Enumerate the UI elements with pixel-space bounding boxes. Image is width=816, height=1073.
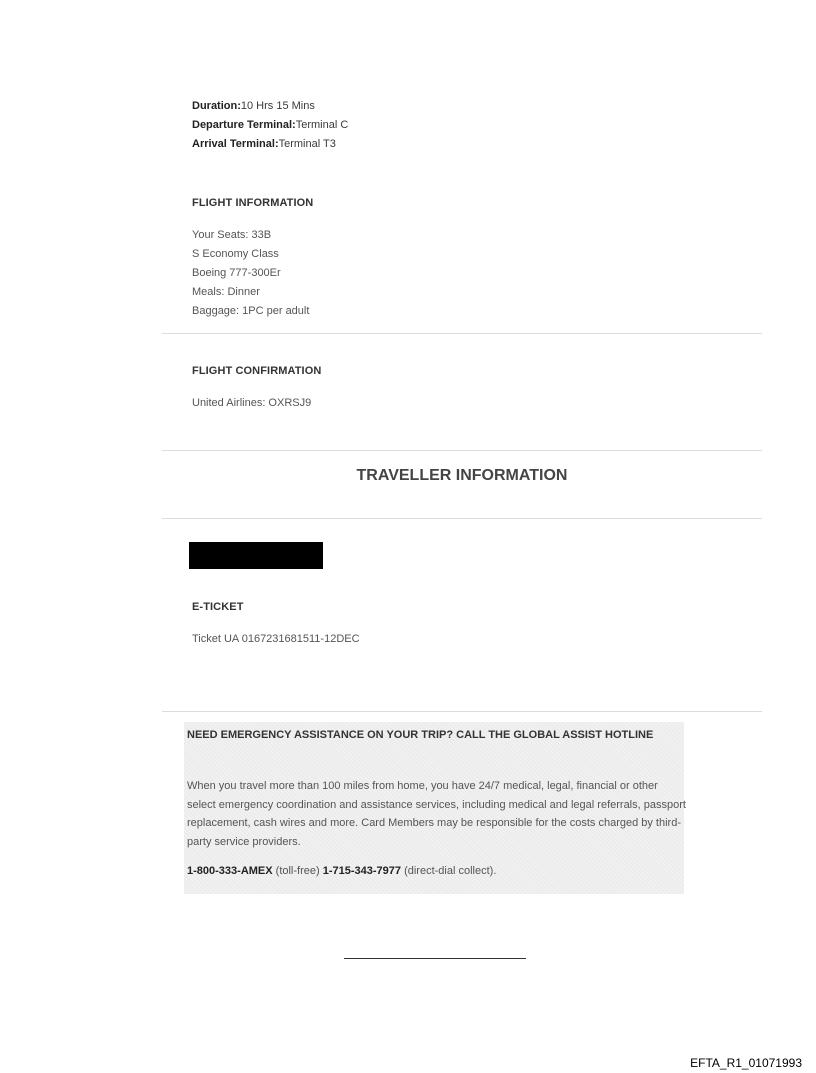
footer-divider	[344, 958, 526, 959]
divider	[162, 450, 762, 451]
traveller-information-title: TRAVELLER INFORMATION	[356, 467, 568, 484]
arrival-terminal-line	[192, 135, 336, 154]
arrival-terminal-value: Terminal T3	[278, 138, 336, 150]
global-assist-body: When you travel more than 100 miles from home, you have 24/7 medical, legal, financial or other select emergency coordination and assistance services, including medical and legal referrals, passport replacement, cash wires and more. Card Members may be responsible for the costs charged by third-party service providers.	[187, 780, 686, 848]
tollfree-note: (toll-free)	[272, 865, 323, 877]
flight-info-aircraft: Boeing 777-300Er	[192, 267, 281, 279]
direct-dial-phone: 1-715-343-7977	[322, 865, 402, 877]
eticket-line: Ticket UA 0167231681511-12DEC	[192, 633, 360, 645]
document-id: EFTA_R1_01071993	[690, 1056, 802, 1070]
divider	[162, 333, 762, 334]
global-assist-heading: NEED EMERGENCY ASSISTANCE ON YOUR TRIP? CALL THE GLOBAL ASSIST HOTLINE	[187, 729, 654, 741]
global-assist-phones	[187, 865, 496, 877]
departure-terminal-line	[192, 116, 348, 135]
flight-info-baggage: Baggage: 1PC per adult	[192, 305, 310, 317]
flight-info-seats: Your Seats: 33B	[192, 229, 272, 241]
flight-confirmation-line: United Airlines: OXRSJ9	[192, 397, 312, 409]
arrival-terminal-label: Arrival Terminal:	[192, 138, 279, 150]
eticket-heading: E-TICKET	[192, 601, 244, 613]
departure-terminal-value: Terminal C	[295, 119, 349, 131]
tollfree-phone: 1-800-333-AMEX	[187, 865, 273, 877]
direct-dial-note: (direct-dial collect).	[401, 865, 497, 877]
flight-information-heading: FLIGHT INFORMATION	[192, 197, 314, 209]
divider	[162, 518, 762, 519]
departure-terminal-label: Departure Terminal:	[192, 119, 296, 131]
flight-info-class: S Economy Class	[192, 248, 279, 260]
redaction-box	[189, 542, 323, 569]
divider	[162, 711, 762, 712]
duration-line	[192, 97, 315, 116]
duration-label: Duration:	[192, 100, 241, 112]
flight-info-meals: Meals: Dinner	[192, 286, 260, 298]
flight-confirmation-heading: FLIGHT CONFIRMATION	[192, 365, 322, 377]
duration-value: 10 Hrs 15 Mins	[240, 100, 315, 112]
